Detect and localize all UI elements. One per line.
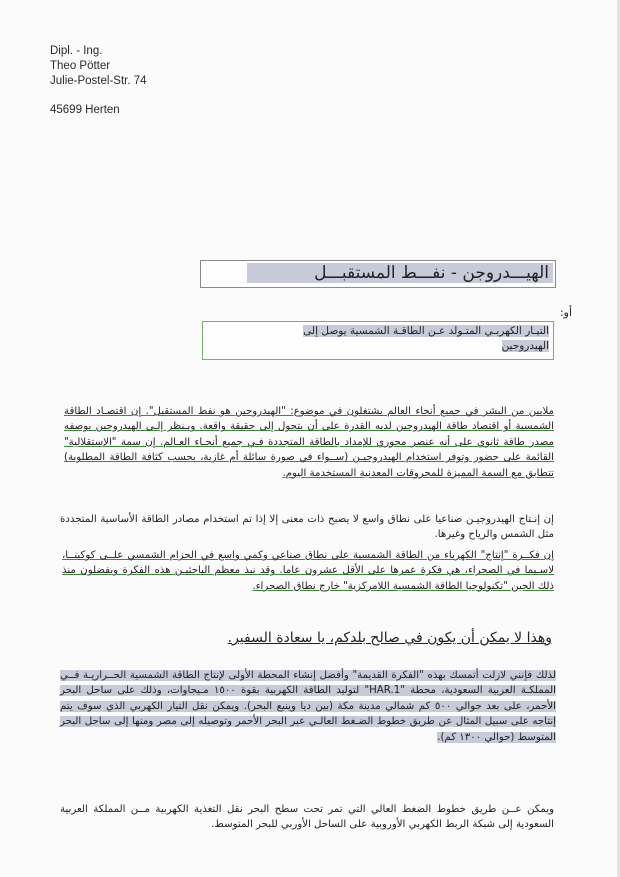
sender-name: Theo Pötter	[50, 60, 111, 72]
sender-city: 45699 Herten	[50, 104, 120, 116]
sender-address	[50, 44, 147, 118]
section-heading-text: وهذا لا يمكن أن يكون في صالح بلدكم، يا سعادة السفير.	[227, 630, 552, 646]
subtitle-line-2: الهيدروجين	[501, 340, 549, 352]
or-label: أو:	[559, 306, 572, 319]
sender-street: Julie-Postel-Str. 74	[50, 75, 147, 87]
paragraph-4	[60, 668, 556, 745]
paragraph-1-text: ملايين من البشر في جميع أنحاء العالم يشتغلون في موضوع: "الهيدروجين هو نفط المستقبل". إن اقتصـاد الطاقة الشمسية أو اقتصاد طاقة الهيدروجين لديه القدرة على أن يتحول إلى حقيقة واقعة. ويـنظر إلـى الهيدروجين بوصفه مصدر طاقة ثانوي على أنه عنصر محوري للإمداد بالطاقة المتجددة فـي جميع أنحـاء العـالم. إن سمة "الإستقلالية" القائمة على حضور وتوفر استخدام الهيدروجيـن (ســواء في صورة سائلة أم غازية، بحسب كثافة الطاقة المطلوبة) تتطابق مع السمة المميزة للمحروقات المعدنية المستخدمة اليوم.	[64, 406, 554, 479]
subtitle	[289, 324, 549, 354]
subtitle-box	[202, 321, 554, 360]
paragraph-2: إن إنـتاج الهيدروجيـن صناعيا على نطاق واسع لا يصبح ذات معنى إلا إذا تم استخدام مصادر الطاقة الأساسية المتجددة مثل الشمس والرياح وغيرها.	[60, 514, 554, 541]
paragraph-3	[62, 548, 554, 594]
section-heading	[228, 630, 552, 646]
paragraph-1	[64, 404, 554, 481]
document-title: الهيـــدروجن - نفـــط المستقبـــل	[247, 263, 553, 283]
title-box	[200, 260, 556, 288]
subtitle-line-1: التيـار الكهربـي المتـولد عـن الطاقـة الشمسية يوصل إلى	[303, 325, 549, 337]
paragraph-4-text: لذلك فإنني لازلت أتمسك بهذه "الفكرة القديمة" وأفضل إنشاء المحطة الأولى لإنتاج الطاقة الشمسية الحــراريـة فــي المملكـة العربية السعودية، محطة "HAR.1" لتوليد الطاقة الكهربية بقوة ١٥٠٠ مـيجاوات، وذلك على ساحل البحر الأحمر، على بعد حوالي ٥٠٠ كم شمالي مدينة مكة (بين ديا وينبع البحر). ويمكن نقل التيار الكهربي الذي سوف يتم إنتاجه على سبيل المثال عن طريق خطوط الضـغط العالـي عبر البحر الأحمر وتوصيله إلى مصر ومنها إلى ساحل البحر المتوسط (حوالي ١٣٠٠ كم).	[60, 670, 556, 743]
paragraph-5: ويمكن عــن طريق خطوط الضغط العالي التي تمر تحت سطح البحر نقل التغذية الكهربية مــن المملكة العربية السعودية إلى شبكة الربط الكهربي الأوروبية على الساحل الأوربي للبحر المتوسط.	[60, 804, 554, 831]
sender-title: Dipl. - Ing.	[50, 45, 103, 57]
paragraph-3-text: إن فكــرة "إنتاج" الكهرباء من الطاقة الشمسية على نطاق صناعي وكمي واسع في الحزام الشمسي علــى كوكبنــا، لاسـيما في الصحراء، هي فكرة عمرها على الأقل عشرون عاما. وقد نبذ معظم الباحثيـن هذه الفكرة ويفضلون منذ ذلك الحين "تكنولوجيا الطاقة الشمسية اللامركزية" خارج نطاق الصحراء.	[62, 550, 554, 592]
